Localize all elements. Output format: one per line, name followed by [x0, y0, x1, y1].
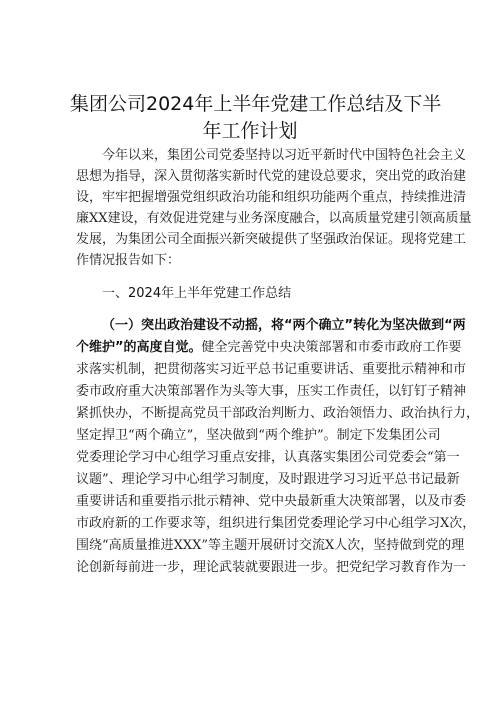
intro-paragraph-line: 作情况报告如下： — [76, 253, 181, 268]
subsection-bold-line — [102, 317, 466, 334]
intro-paragraph-line: 设，牢牢把握增强党组织政治功能和组织功能两个重点，持续推进清 — [76, 190, 467, 205]
body-paragraph-line: 委市政府重大决策部署作为头等大事，压实工作责任，以钉钉子精神 — [76, 384, 467, 399]
body-paragraph-line: 坚定捍卫“两个确立”，坚决做到“两个维护”。制定下发集团公司 — [76, 428, 441, 443]
body-paragraph-line: 市政府新的工作要求等，组织进行集团党委理论学习中心组学习X次， — [76, 516, 476, 531]
intro-paragraph-line: 思想为指导，深入贯彻落实新时代党的建设总要求，突出党的政治建 — [76, 169, 467, 184]
document-title-line-2: 年工作计划 — [202, 120, 298, 142]
intro-paragraph-line: 今年以来，集团公司党委坚持以习近平新时代中国特色社会主义 — [102, 148, 467, 163]
body-paragraph-line: 议题”、理论学习中心组学习制度，及时跟进学习习近平总书记最新 — [76, 472, 460, 487]
subsection-line-2 — [76, 339, 462, 356]
body-paragraph-line: 重要讲话和重要指示批示精神、党中央最新重大决策部署，以及市委 — [76, 494, 467, 509]
section-heading: 一、2024年上半年党建工作总结 — [102, 286, 292, 301]
body-paragraph-line: 求落实机制，把贯彻落实习近平总书记重要讲话、重要批示精神和市 — [76, 362, 467, 377]
intro-paragraph-line: 发展，为集团公司全面振兴新突破提供了坚强政治保证。现将党建工 — [76, 232, 467, 247]
body-paragraph-line: 论创新每前进一步，理论武装就要跟进一步。把党纪学习教育作为一 — [76, 560, 467, 575]
subsection-body-text: 健全完善党中央决策部署和市委市政府工作要 — [201, 340, 462, 355]
document-title-line-1: 集团公司2024年上半年党建工作总结及下半 — [70, 93, 442, 115]
subsection-heading-part-2: 个维护”的高度自觉。 — [76, 340, 202, 355]
body-paragraph-line: 围绕“高质量推进XXX”等主题开展研讨交流X人次，坚持做到党的理 — [76, 538, 465, 553]
body-paragraph-line: 紧抓快办，不断提高党员干部政治判断力、政治领悟力、政治执行力， — [76, 406, 480, 421]
body-paragraph-line: 党委理论学习中心组学习重点安排，认真落实集团公司党委会“第一 — [76, 450, 460, 465]
subsection-heading-part-1: （一）突出政治建设不动摇，将“两个确立”转化为坚决做到“两 — [102, 318, 466, 333]
intro-paragraph-line: 廉XX建设，有效促进党建与业务深度融合，以高质量党建引领高质量 — [76, 211, 472, 226]
